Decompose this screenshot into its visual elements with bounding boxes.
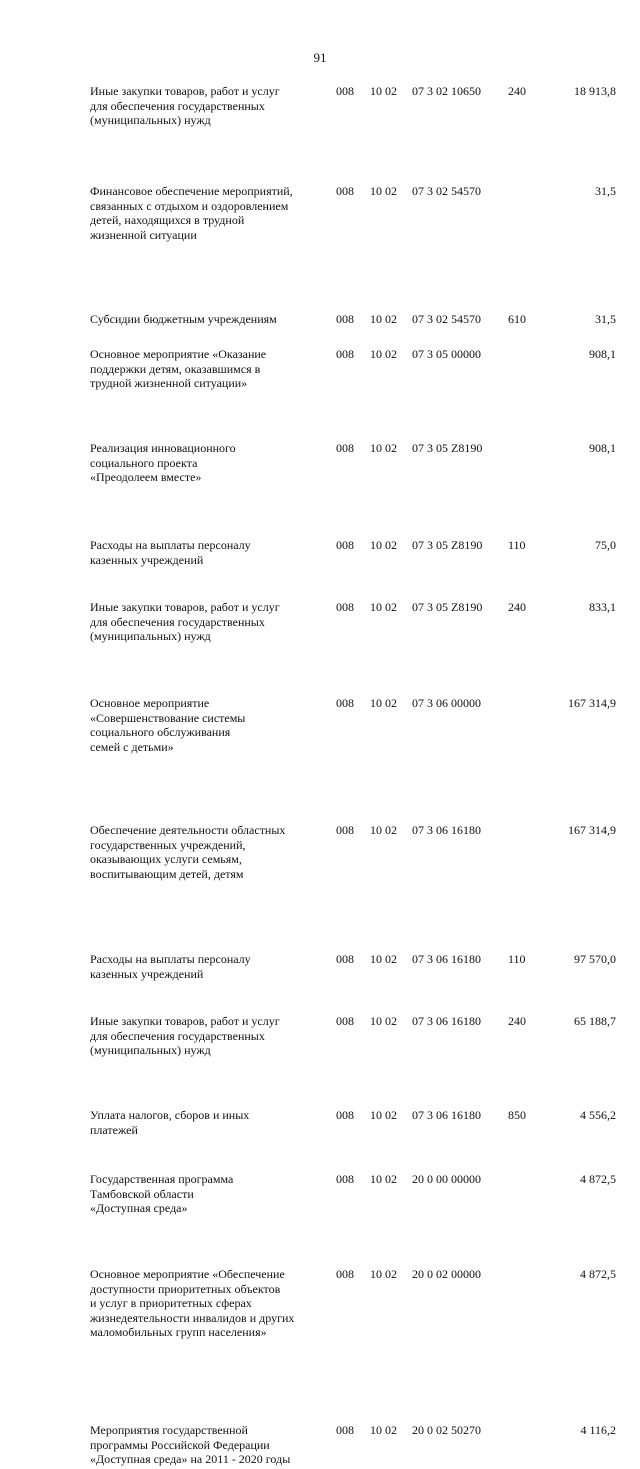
row-name: Расходы на выплаты персоналу казенных учреждений [90, 538, 251, 567]
expense-type-code: 240 [508, 600, 526, 614]
department-code: 008 [336, 696, 354, 710]
section-code: 10 02 [370, 1267, 397, 1281]
expense-type-code: 610 [508, 312, 526, 326]
section-code: 10 02 [370, 184, 397, 198]
amount: 65 188,7 [574, 1014, 616, 1028]
section-code: 10 02 [370, 441, 397, 455]
amount: 4 116,2 [580, 1423, 616, 1437]
amount: 833,1 [589, 600, 616, 614]
table-row [90, 84, 620, 132]
amount: 167 314,9 [568, 823, 616, 837]
row-name: Основное мероприятие «Обеспечение доступности приоритетных объектов и услуг в приоритетных сферах жизнедеятельности инвалидов и других маломобильных групп населения» [90, 1267, 295, 1340]
amount: 908,1 [589, 441, 616, 455]
department-code: 008 [336, 312, 354, 326]
section-code: 10 02 [370, 347, 397, 361]
section-code: 10 02 [370, 823, 397, 837]
department-code: 008 [336, 600, 354, 614]
section-code: 10 02 [370, 1172, 397, 1186]
target-item-code: 20 0 00 00000 [412, 1172, 481, 1186]
table-row [90, 347, 620, 393]
row-name: Иные закупки товаров, работ и услуг для обеспечения государственных (муниципальных) нужд [90, 600, 280, 644]
row-name: Обеспечение деятельности областных государственных учреждений, оказывающих услуги семьям, воспитывающим детей, детям [90, 823, 286, 881]
target-item-code: 07 3 05 Z8190 [412, 538, 483, 552]
target-item-code: 20 0 02 00000 [412, 1267, 481, 1281]
department-code: 008 [336, 84, 354, 98]
section-code: 10 02 [370, 952, 397, 966]
target-item-code: 07 3 05 Z8190 [412, 600, 483, 614]
row-name: Финансовое обеспечение мероприятий, связанных с отдыхом и оздоровлением детей, находящихся в трудной жизненной ситуации [90, 184, 293, 242]
target-item-code: 07 3 06 16180 [412, 1014, 481, 1028]
section-code: 10 02 [370, 312, 397, 326]
table-row [90, 1172, 620, 1218]
target-item-code: 07 3 05 Z8190 [412, 441, 483, 455]
section-code: 10 02 [370, 696, 397, 710]
table-row [90, 312, 620, 328]
row-name: Иные закупки товаров, работ и услуг для обеспечения государственных (муниципальных) нужд [90, 1014, 280, 1058]
row-name: Основное мероприятие «Оказание поддержки детям, оказавшимся в трудной жизненной ситуации» [90, 347, 267, 391]
table-row [90, 823, 620, 885]
department-code: 008 [336, 1014, 354, 1028]
expense-type-code: 110 [508, 538, 526, 552]
department-code: 008 [336, 1172, 354, 1186]
amount: 31,5 [595, 312, 616, 326]
expense-type-code: 240 [508, 84, 526, 98]
amount: 97 570,0 [574, 952, 616, 966]
amount: 18 913,8 [574, 84, 616, 98]
row-name: Субсидии бюджетным учреждениям [90, 312, 277, 326]
table-row [90, 1108, 620, 1138]
table-row [90, 538, 620, 568]
target-item-code: 07 3 06 16180 [412, 823, 481, 837]
amount: 167 314,9 [568, 696, 616, 710]
table-row [90, 952, 620, 982]
section-code: 10 02 [370, 1423, 397, 1437]
department-code: 008 [336, 1108, 354, 1122]
budget-table [90, 84, 620, 1467]
row-name: Государственная программа Тамбовской области «Доступная среда» [90, 1172, 234, 1216]
target-item-code: 07 3 02 10650 [412, 84, 481, 98]
row-name: Реализация инновационного социального проекта «Преодолеем вместе» [90, 441, 236, 485]
amount: 4 872,5 [580, 1172, 616, 1186]
section-code: 10 02 [370, 84, 397, 98]
department-code: 008 [336, 952, 354, 966]
department-code: 008 [336, 1267, 354, 1281]
expense-type-code: 850 [508, 1108, 526, 1122]
section-code: 10 02 [370, 538, 397, 552]
target-item-code: 07 3 06 16180 [412, 952, 481, 966]
section-code: 10 02 [370, 600, 397, 614]
table-row [90, 1014, 620, 1060]
row-name: Мероприятия государственной программы Российской Федерации «Доступная среда» на 2011 - 2020 годы [90, 1423, 291, 1467]
section-code: 10 02 [370, 1014, 397, 1028]
department-code: 008 [336, 1423, 354, 1437]
table-row [90, 600, 620, 646]
table-row [90, 1267, 620, 1343]
amount: 75,0 [595, 538, 616, 552]
target-item-code: 07 3 06 16180 [412, 1108, 481, 1122]
amount: 4 872,5 [580, 1267, 616, 1281]
table-row [90, 441, 620, 487]
table-row [90, 696, 620, 758]
target-item-code: 20 0 02 50270 [412, 1423, 481, 1437]
table-row [90, 184, 620, 246]
target-item-code: 07 3 02 54570 [412, 184, 481, 198]
page-number: 91 [313, 50, 327, 65]
target-item-code: 07 3 06 00000 [412, 696, 481, 710]
department-code: 008 [336, 441, 354, 455]
amount: 31,5 [595, 184, 616, 198]
department-code: 008 [336, 538, 354, 552]
row-name: Уплата налогов, сборов и иных платежей [90, 1108, 250, 1137]
amount: 908,1 [589, 347, 616, 361]
department-code: 008 [336, 347, 354, 361]
department-code: 008 [336, 184, 354, 198]
row-name: Основное мероприятие «Совершенствование системы социального обслуживания семей с детьми» [90, 696, 246, 754]
target-item-code: 07 3 05 00000 [412, 347, 481, 361]
target-item-code: 07 3 02 54570 [412, 312, 481, 326]
department-code: 008 [336, 823, 354, 837]
row-name: Расходы на выплаты персоналу казенных учреждений [90, 952, 251, 981]
amount: 4 556,2 [580, 1108, 616, 1122]
section-code: 10 02 [370, 1108, 397, 1122]
row-name: Иные закупки товаров, работ и услуг для обеспечения государственных (муниципальных) нужд [90, 84, 280, 128]
table-row [90, 1423, 620, 1469]
expense-type-code: 110 [508, 952, 526, 966]
expense-type-code: 240 [508, 1014, 526, 1028]
